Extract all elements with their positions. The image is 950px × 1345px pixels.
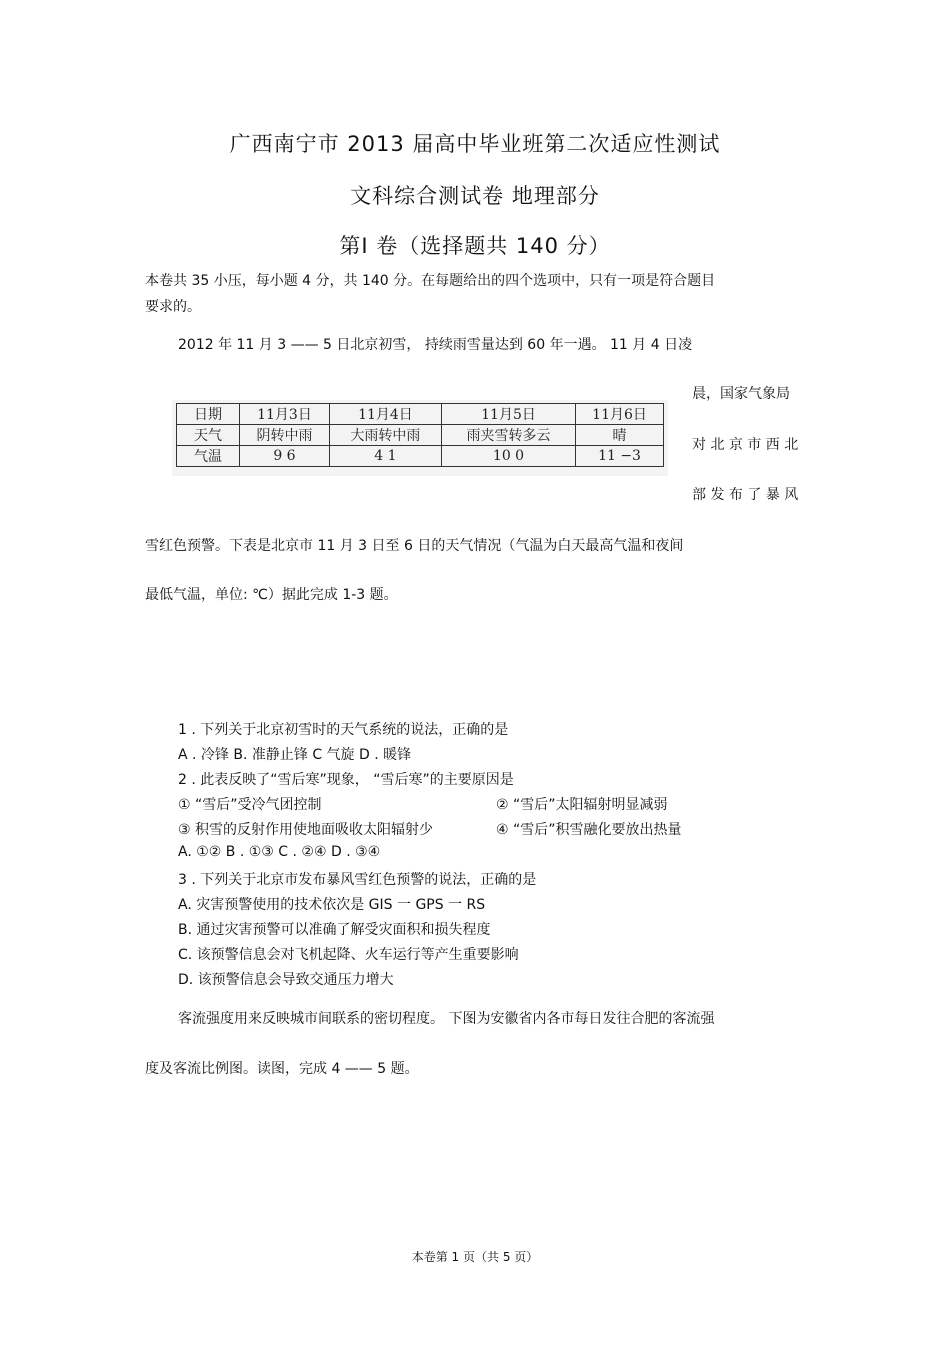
section-title: 第Ⅰ 卷（选择题共 140 分） [339, 234, 611, 258]
table-cell: 4 1 [329, 446, 441, 467]
doc-title: 广西南宁市 2013 届高中毕业班第二次适应性测试 [229, 132, 721, 156]
question-3-option-a: A. 灾害预警使用的技术依次是 GIS 一 GPS 一 RS [178, 897, 486, 913]
table-cell: 天气 [177, 425, 240, 446]
question-1: 1 . 下列关于北京初雪时的天气系统的说法，正确的是 [178, 722, 509, 738]
passage-1-line-1: 2012 年 11 月 3 —— 5 日北京初雪， 持续雨雪量达到 60 年一遇。 11 月 4 日凌 [178, 337, 693, 353]
question-2-item-4: ④ “雪后”积雪融化要放出热量 [496, 822, 682, 838]
passage-2-line-1: 客流强度用来反映城市间联系的密切程度。 下图为安徽省内各市每日发往合肥的客流强 [178, 1011, 715, 1027]
passage-1-line-3: 最低气温，单位: ℃）据此完成 1-3 题。 [145, 587, 398, 603]
table-cell: 11月4日 [329, 404, 441, 425]
question-3-option-d: D. 该预警信息会导致交通压力增大 [178, 972, 394, 988]
page-footer: 本卷第 1 页（共 5 页） [411, 1250, 539, 1264]
question-2: 2 . 此表反映了“雪后寒”现象， “雪后寒”的主要原因是 [178, 772, 514, 788]
intro-line-1: 本卷共 35 小压，每小题 4 分，共 140 分。在每题给出的四个选项中，只有一项是符合题目 [145, 273, 716, 289]
question-2-options: A. ①② B . ①③ C . ②④ D . ③④ [178, 844, 381, 860]
table-cell: 气温 [177, 446, 240, 467]
table-cell: 日期 [177, 404, 240, 425]
table-cell: 晴 [576, 425, 664, 446]
intro-line-2: 要求的。 [145, 299, 201, 315]
table-cell: 11月6日 [576, 404, 664, 425]
passage-1-side-3: 部 发 布 了 暴 风 [692, 487, 799, 503]
question-3-option-c: C. 该预警信息会对飞机起降、火车运行等产生重要影响 [178, 947, 519, 963]
weather-table [176, 403, 664, 467]
doc-subtitle: 文科综合测试卷 地理部分 [350, 184, 600, 208]
question-2-item-1: ① “雪后”受冷气团控制 [178, 797, 322, 813]
passage-1-side-1: 晨，国家气象局 [692, 386, 790, 402]
question-3: 3 . 下列关于北京市发布暴风雪红色预警的说法，正确的是 [178, 872, 537, 888]
question-3-option-b: B. 通过灾害预警可以准确了解受灾面积和损失程度 [178, 922, 491, 938]
table-cell: 10 0 [441, 446, 575, 467]
question-1-options: A . 冷锋 B. 准静止锋 C 气旋 D . 暖锋 [178, 747, 412, 763]
table-row [177, 425, 664, 446]
table-cell: 阴转中雨 [240, 425, 330, 446]
table-cell: 9 6 [240, 446, 330, 467]
table-cell: 11月5日 [441, 404, 575, 425]
question-2-item-2: ② “雪后”太阳辐射明显减弱 [496, 797, 668, 813]
passage-1-side-2: 对 北 京 市 西 北 [692, 437, 799, 453]
passage-1-line-2: 雪红色预警。下表是北京市 11 月 3 日至 6 日的天气情况（气温为白天最高气温和夜间 [145, 538, 684, 554]
table-row [177, 446, 664, 467]
passage-2-line-2: 度及客流比例图。读图，完成 4 —— 5 题。 [145, 1061, 419, 1077]
table-cell: 11月3日 [240, 404, 330, 425]
question-2-item-3: ③ 积雪的反射作用使地面吸收太阳辐射少 [178, 822, 433, 838]
table-row [177, 404, 664, 425]
table-cell: 11 −3 [576, 446, 664, 467]
table-cell: 雨夹雪转多云 [441, 425, 575, 446]
table-cell: 大雨转中雨 [329, 425, 441, 446]
